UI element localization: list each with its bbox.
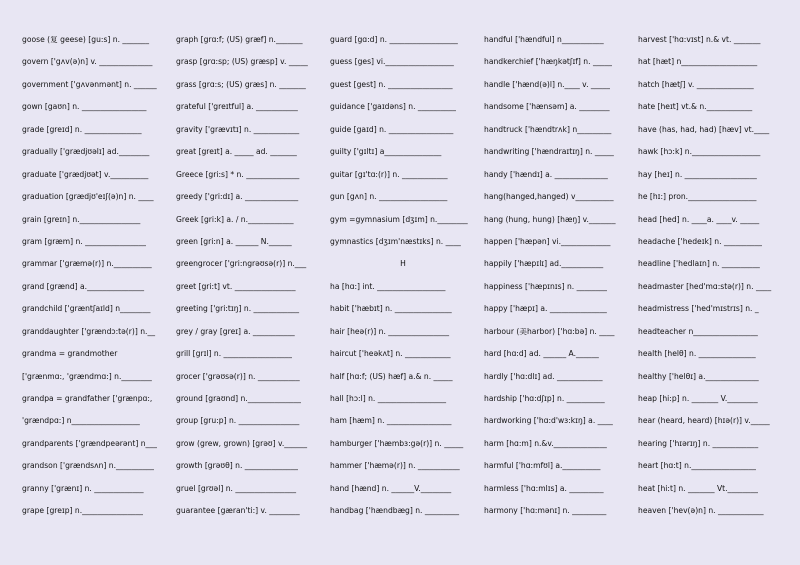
vocab-entry: headache ['hedeɪk] n. __________ [638,237,762,246]
vocab-entry: group [gru:p] n. ________________ [176,417,300,426]
vocab-entry: government ['gʌvənmənt] n. ______ [22,80,157,89]
vocab-entry: gram [græm] n. ________________ [22,237,146,246]
vocab-entry: greeting ['gri:tɪŋ] n. ____________ [176,305,300,314]
vocab-entry: harvest ['hɑ:vɪst] n.& vt. _______ [638,36,761,44]
vocab-entry: goose (复 geese) [gu:s] n. _______ [22,36,149,44]
vocab-entry: heap [hi:p] n. _______ V.________ [638,395,758,403]
vocab-entry: happiness ['hæpɪnɪs] n. ________ [484,282,607,291]
section-letter-heading: H [400,260,406,269]
vocab-entry: govern ['gʌv(ə)n] v. ______________ [22,58,153,67]
vocab-entry: grill [grɪl] n. __________________ [176,350,292,359]
vocab-entry: Greek [gri:k] a. / n.____________ [176,215,294,224]
vocab-entry: ha [hɑ:] int. __________________ [330,282,446,291]
vocab-entry: green [gri:n] a. ______ N.______ [176,237,292,246]
column-4 [484,36,630,565]
vocab-entry: grade [greɪd] n. _______________ [22,125,142,134]
vocab-entry: hair [heə(r)] n. ________________ [330,327,450,336]
vocab-entry: grandma = grandmother [22,350,118,359]
vocab-entry: he [hɪ:] pron.__________________ [638,193,757,202]
vocab-entry: grow (grew, grown) [grəʊ] v.______ [176,439,308,448]
vocab-entry: handy ['hændɪ] a. ______________ [484,170,608,179]
column-5 [638,36,788,565]
vocab-entry: handful ['hændful] n___________ [484,36,604,44]
vocab-entry: hawk [hɔ:k] n.__________________ [638,148,761,157]
vocab-entry: heat [hi:t] n. _______ Vt.________ [638,484,758,493]
vocab-entry: ham [hæm] n. _________________ [330,417,452,426]
vocab-entry: hardworking ['hɑ:d'wɜ:kɪŋ] a. ____ [484,417,613,426]
vocab-entry: hardly ['hɑ:dlɪ] ad. ____________ [484,372,603,381]
column-2 [176,36,322,565]
vocab-entry: hear (heard, heard) [hɪə(r)] v._____ [638,417,770,426]
vocab-entry: handtruck ['hændtrʌk] n_________ [484,125,612,134]
vocab-entry: hang (hung, hung) [hæŋ] v._______ [484,215,616,224]
vocab-entry: grandparents ['grændpeərənt] n___ [22,439,157,448]
vocab-entry: hand [hænd] n. ______V.________ [330,484,452,493]
vocab-entry: 'grændpɑ:] n__________________ [22,417,140,426]
vocab-entry: head [hed] n. ____a. ____v. _____ [638,215,760,224]
vocab-entry: growth [grəʊθ] n. ______________ [176,462,298,471]
vocab-entry: hat [hæt] n____________________ [638,58,758,67]
vocab-entry: graph [grɑ:f; (US) græf] n._______ [176,36,303,44]
vocab-entry: guidance ['gaɪdəns] n. __________ [330,103,456,112]
vocab-entry: Greece [gri:s] * n. ______________ [176,170,300,179]
vocab-entry: harmless ['hɑ:mlɪs] a. _________ [484,484,604,493]
vocab-entry: hamburger ['hæmbɜ:gə(r)] n. _____ [330,439,464,448]
vocab-entry: harbour (美harbor) ['hɑ:bə] n. ____ [484,327,615,336]
vocab-entry: guilty ['gɪltɪ] a_______________ [330,148,442,157]
vocab-entry: grocer ['grəʊsə(r)] n. ___________ [176,372,300,381]
vocab-entry: handle ['hænd(ə)l] n.____ v. _____ [484,80,610,89]
vocab-entry: gradually ['grædjʊəlɪ] ad.________ [22,148,150,157]
vocab-entry: hall [hɔ:l] n. __________________ [330,395,447,403]
vocab-entry: greengrocer ['gri:ngrəʊsə(r)] n.___ [176,260,307,269]
vocab-entry: hatch [hætʃ] v. _______________ [638,80,754,89]
vocab-entry: great [greɪt] a. _____ ad. _______ [176,148,297,157]
vocab-entry: grandchild ['græntʃaɪld] n________ [22,305,151,314]
vocab-entry: half [hɑ:f; (US) hæf] a.& n. _____ [330,372,453,381]
vocab-entry: healthy ['helθɪ] a.______________ [638,372,759,381]
vocab-entry: gun [gʌn] n. __________________ [330,193,448,202]
column-1 [22,36,168,565]
vocab-entry: gown [gaʊn] n. _________________ [22,103,147,112]
vocab-entry: hate [heɪt] vt.& n.____________ [638,103,753,112]
vocab-entry: hearing ['hɪərɪŋ] n. ____________ [638,439,759,448]
vocab-entry: gruel [grʊəl] n. ________________ [176,484,297,493]
vocab-entry: hard [hɑ:d] ad. ______ A.______ [484,350,599,359]
vocab-entry: granddaughter ['grændɔ:tə(r)] n.__ [22,327,156,336]
vocab-entry: harmful ['hɑ:mfʊl] a.__________ [484,462,601,471]
vocab-entry: guest [gest] n. _________________ [330,80,453,89]
vocab-entry: habit ['hæbɪt] n. _______________ [330,305,452,314]
vocab-entry: heart [hɑ:t] n._________________ [638,462,756,471]
vocab-entry: gymnastics [dʒɪm'næstɪks] n. ____ [330,237,461,246]
vocab-entry: headline ['hedlaɪn] n. __________ [638,260,760,269]
vocab-entry: happy ['hæpɪ] a. _______________ [484,305,607,314]
vocab-entry: ground [graʊnd] n.______________ [176,395,301,403]
vocab-entry: have (has, had, had) [hæv] vt.____ [638,125,770,134]
vocab-entry: grass [grɑ:s; (US) græs] n. _______ [176,80,306,89]
vocab-entry: hay [heɪ] n. ___________________ [638,170,757,179]
vocab-entry: headmaster [hed'mɑ:stə(r)] n. ____ [638,282,772,291]
vocab-entry: ['grænmɑ:, 'grændmɑ:] n.________ [22,372,152,381]
vocab-entry: grammar ['græmə(r)] n.__________ [22,260,152,269]
vocab-entry: hardship ['hɑ:dʃɪp] n. __________ [484,395,605,403]
vocab-entry: harm [hɑ:m] n.&v.______________ [484,439,607,448]
vocab-entry: harmony ['hɑ:mənɪ] n. _________ [484,507,607,516]
vocab-entry: health [helθ] n. _______________ [638,350,756,359]
vocab-entry: grasp [grɑ:sp; (US) græsp] v. _____ [176,58,308,67]
vocab-entry: happen ['hæpən] vi._____________ [484,237,611,246]
column-3 [330,36,476,565]
vocab-entry: gravity ['grævɪtɪ] n. ____________ [176,125,300,134]
vocab-entry: guarantee [gæran'ti:] v. ________ [176,507,300,516]
vocab-entry: grain [greɪn] n.________________ [22,215,141,224]
vocab-entry: handkerchief ['hæŋkətʃɪf] n. _____ [484,58,612,67]
vocab-entry: hang(hanged,hanged) v__________ [484,193,614,202]
vocab-entry: grandpa = grandfather ['grænpɑ:, [22,395,153,403]
vocab-entry: guard [gɑ:d] n. __________________ [330,36,458,44]
vocab-entry: handwriting ['hændraɪtɪŋ] n. _____ [484,148,614,157]
vocab-entry: granny ['grænɪ] n. _____________ [22,484,144,493]
vocab-entry: grandson ['grændsʌn] n.__________ [22,462,154,471]
vocab-entry: gym =gymnasium [dʒɪm] n.________ [330,215,468,224]
vocab-entry: guitar [gɪ'tɑ:(r)] n. ____________ [330,170,448,179]
vocab-entry: guide [gaɪd] n. _________________ [330,125,454,134]
vocab-entry: grey / gray [greɪ] a. ___________ [176,327,295,336]
vocab-entry: handsome ['hænsəm] a. ________ [484,103,610,112]
vocab-entry: guess [ges] vi.__________________ [330,58,454,67]
vocab-entry: greedy ['gri:dɪ] a. ______________ [176,193,299,202]
vocab-entry: haircut ['heəkʌt] n. ____________ [330,350,451,359]
vocab-entry: heaven ['hev(ə)n] n. ____________ [638,507,764,516]
vocab-entry: grand [grænd] a._______________ [22,282,145,291]
vocab-entry: headmistress ['hed'mɪstrɪs] n. _ [638,305,759,314]
vocab-entry: handbag ['hændbæg] n. _________ [330,507,460,516]
vocab-entry: graduate ['grædjʊət] v.__________ [22,170,149,179]
vocab-entry: greet [gri:t] vt. ________________ [176,282,296,291]
vocab-entry: grape [greɪp] n.________________ [22,507,143,516]
vocab-entry: headteacher n_________________ [638,327,758,336]
vocab-entry: hammer ['hæmə(r)] n. ___________ [330,462,460,471]
vocab-entry: happily ['hæpɪlɪ] ad.___________ [484,260,604,269]
vocab-entry: grateful ['greɪtful] a. ___________ [176,103,298,112]
vocab-entry: graduation [grædjʊ'eɪʃ(ə)n] n. ____ [22,193,154,202]
